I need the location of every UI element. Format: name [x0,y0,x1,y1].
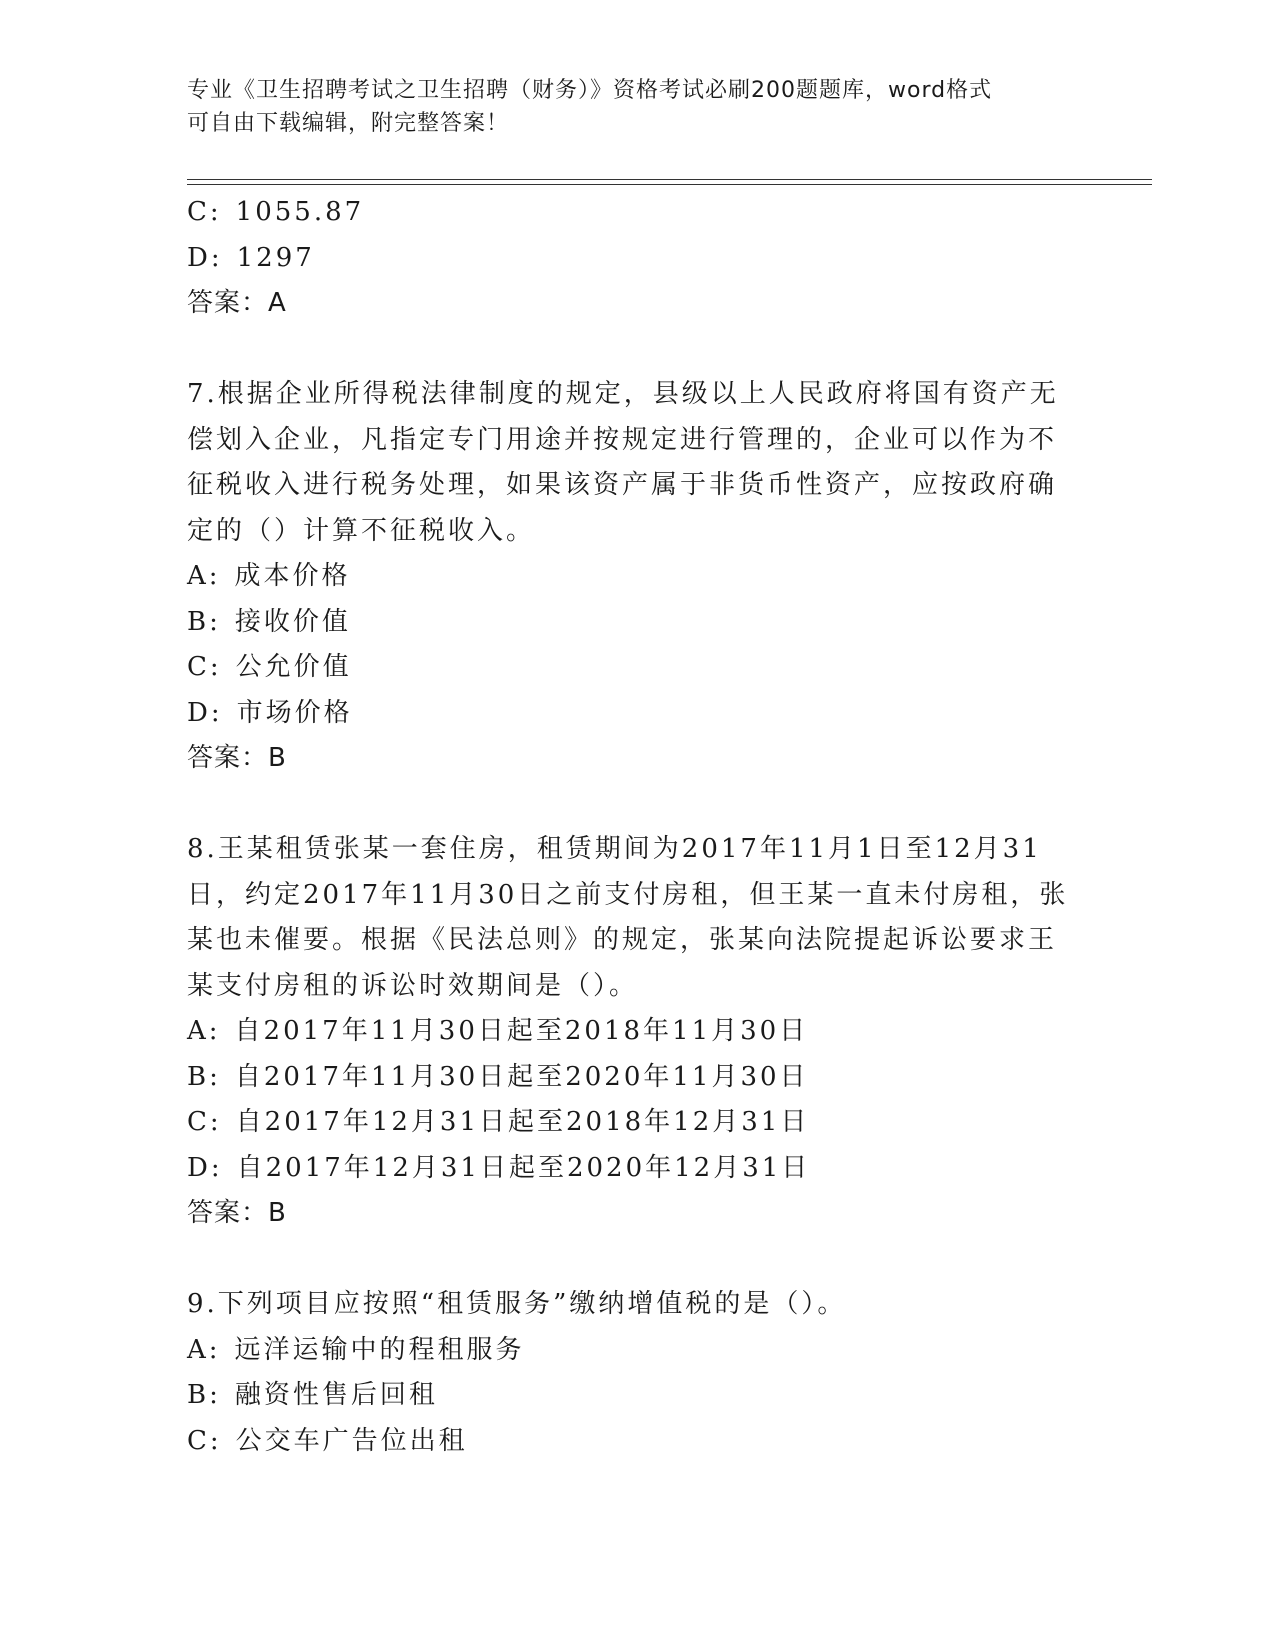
option-d [187,236,1087,282]
option-label: A: [187,1016,221,1046]
document-header [187,74,1087,140]
option-c [187,1419,1087,1465]
option-text: 市场价格 [236,697,353,728]
option-text: 公允价值 [235,652,352,682]
option-label: C: [187,1107,222,1137]
header-divider-top [187,179,1152,180]
option-label: B: [187,1380,221,1410]
answer-line: 答案：A [187,288,287,318]
option-label: B: [187,1061,221,1092]
option-a [187,554,1087,600]
option-text: 公交车广告位出租 [235,1425,468,1456]
option-label: A: [187,1334,221,1365]
question-stem-line: 偿划入企业，凡指定专门用途并按规定进行管理的，企业可以作为不 [187,424,1058,455]
option-label: D: [187,697,223,728]
header-line-1: 专业《卫生招聘考试之卫生招聘（财务）》资格考试必刷200题题库，word格式 [187,78,993,103]
option-label: A: [187,561,221,591]
option-b [187,1373,1087,1419]
option-text: 1055.87 [235,197,365,227]
option-text: 成本价格 [234,561,351,591]
question-stem-line: 某支付房租的诉讼时效期间是（）。 [187,970,639,1001]
spacer [187,782,1087,828]
option-a [187,1328,1087,1374]
option-text: 自2017年12月31日起至2018年12月31日 [235,1107,810,1137]
question-stem-line: 8.王某租赁张某一套住房，租赁期间为2017年11月1日至12月31 [187,834,1042,864]
option-text: 自2017年11月30日起至2018年11月30日 [234,1016,809,1046]
spacer [187,1237,1087,1283]
question-7 [187,372,1087,782]
question-stem-line: 某也未催要。根据《民法总则》的规定，张某向法院提起诉讼要求王 [187,925,1058,955]
option-a [187,1009,1087,1055]
option-d [187,691,1087,737]
answer-line: 答案：B [187,743,287,773]
question-8 [187,827,1087,1237]
option-text: 自2017年11月30日起至2020年11月30日 [234,1061,809,1092]
question-stem-line: 7.根据企业所得税法律制度的规定，县级以上人民政府将国有资产无 [187,379,1059,409]
option-b [187,600,1087,646]
option-label: C: [187,197,222,227]
option-c [187,645,1087,691]
option-label: B: [187,606,221,637]
document-body [187,190,1087,1464]
option-label: D: [187,1152,223,1183]
option-text: 接收价值 [234,606,351,637]
question-stem-line: 日，约定2017年11月30日之前支付房租，但王某一直未付房租，张 [187,879,1069,910]
option-text: 融资性售后回租 [234,1380,438,1410]
option-label: C: [187,652,222,682]
option-text: 自2017年12月31日起至2020年12月31日 [236,1152,811,1183]
option-text: 1297 [236,242,315,273]
option-text: 远洋运输中的程租服务 [234,1334,525,1365]
option-label: D: [187,242,223,273]
option-c [187,190,1087,236]
question-6-tail [187,190,1087,327]
option-b [187,1055,1087,1101]
question-9 [187,1282,1087,1464]
option-label: C: [187,1425,222,1456]
question-stem-line: 征税收入进行税务处理，如果该资产属于非货币性资产，应按政府确 [187,470,1058,500]
spacer [187,327,1087,373]
header-divider-bottom [187,184,1152,185]
question-stem-line: 定的（）计算不征税收入。 [187,515,536,546]
answer-line: 答案：B [187,1198,287,1228]
header-line-2: 可自由下载编辑，附完整答案！ [187,111,510,136]
option-c [187,1100,1087,1146]
option-d [187,1146,1087,1192]
question-stem-line: 9.下列项目应按照“租赁服务”缴纳增值税的是（）。 [187,1289,847,1319]
